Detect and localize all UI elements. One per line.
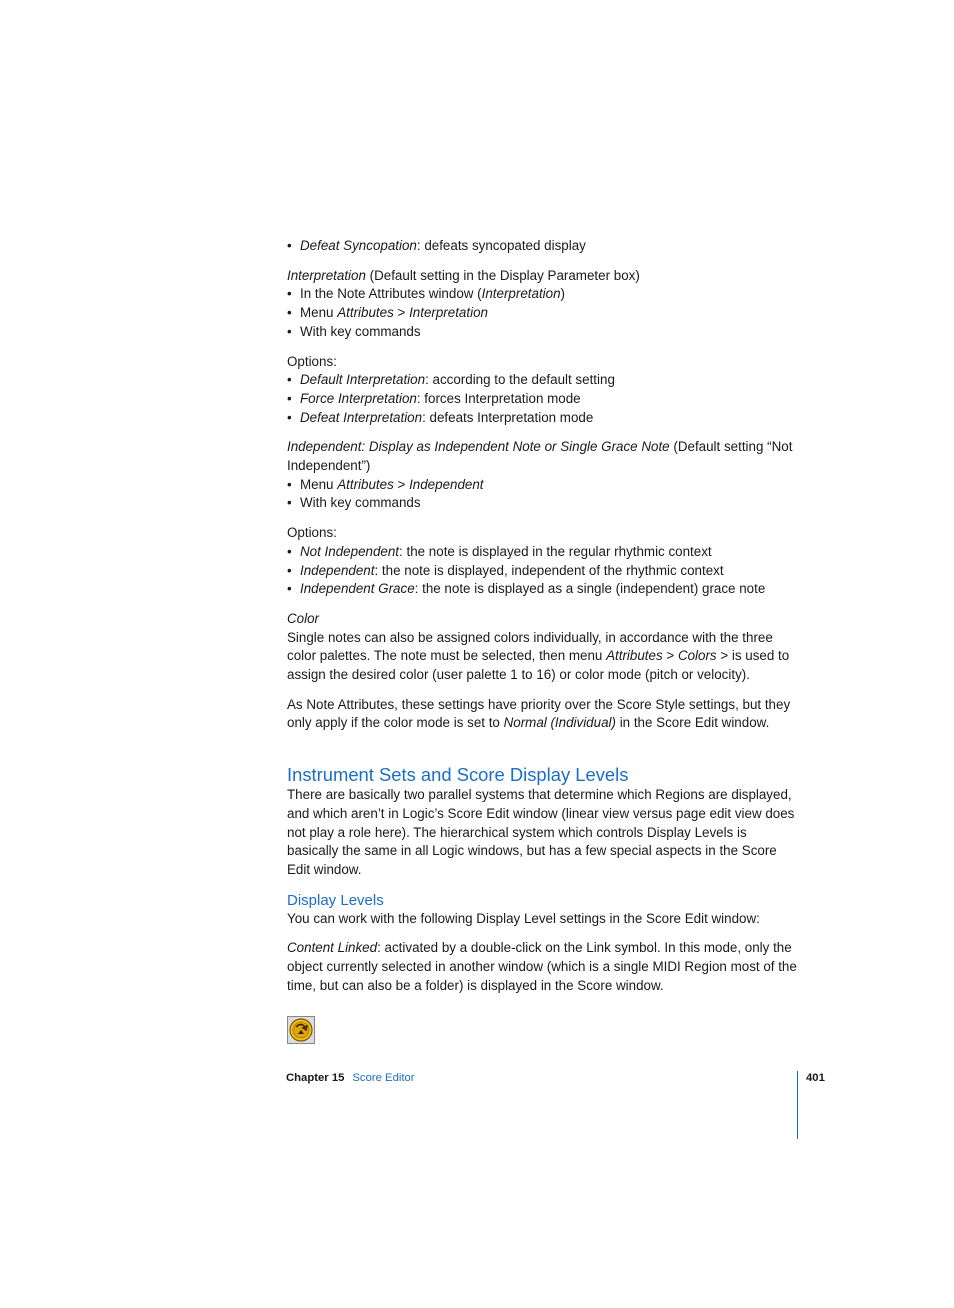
content-linked-paragraph: Content Linked: activated by a double-click on the Link symbol. In this mode, only the object currently selected in another window (which is a single MIDI Region most of the time, but can also be a folder) is displayed in the Score window. [287, 940, 797, 993]
color-heading: Color [287, 610, 319, 626]
list-item: • Defeat Interpretation: defeats Interpretation mode [287, 409, 799, 428]
section-heading: Instrument Sets and Score Display Levels [287, 764, 629, 786]
interpretation-access-list [287, 285, 799, 341]
chapter-title-link[interactable]: Score Editor [352, 1072, 415, 1084]
interpretation-options-list [287, 371, 799, 427]
term: Interpretation [287, 267, 366, 283]
color-paragraph: Single notes can also be assigned colors individually, in accordance with the three color palettes. The note must be selected, then menu Attributes > Colors > is used to assign the desired color (user palette 1 to 16) or color mode (pitch or velocity). [287, 629, 790, 683]
option-desc: : defeats syncopated display [416, 238, 586, 253]
section-body: There are basically two parallel systems that determine which Regions are displayed, and which aren’t in Logic’s Score Edit window (linear view versus page edit view does not play a role here). The hierarchical system which controls Display Levels is basically the same in all Logic windows, but has a few special aspects in the Score Edit window. [287, 787, 795, 877]
independent-heading: Independent: Display as Independent Note or Single Grace Note (Default setting “Not Independent”) [287, 439, 793, 474]
list-item: • In the Note Attributes window (Interpretation) [287, 285, 799, 304]
list-item: • Default Interpretation: according to the default setting [287, 371, 799, 390]
list-item: • With key commands [287, 323, 799, 342]
link-icon [287, 1016, 315, 1044]
subsection-heading: Display Levels [287, 891, 384, 909]
page-footer [286, 1071, 415, 1085]
footer-divider [797, 1071, 798, 1139]
page-content [287, 237, 799, 1044]
options-label: Options: [287, 525, 337, 541]
option-term: Defeat Syncopation [300, 238, 417, 253]
list-item: • Force Interpretation: forces Interpretation mode [287, 390, 799, 409]
list-item: • Independent: the note is displayed, independent of the rhythmic context [287, 562, 799, 581]
options-label: Options: [287, 353, 337, 369]
list-item [287, 237, 799, 256]
list-item: • Menu Attributes > Independent [287, 476, 799, 495]
list-item: • With key commands [287, 494, 799, 513]
independent-options-list [287, 543, 799, 599]
interpretation-heading: Interpretation (Default setting in the Display Parameter box) [287, 267, 640, 283]
list-item: • Not Independent: the note is displayed in the regular rhythmic context [287, 543, 799, 562]
syncopation-list [287, 237, 799, 256]
list-item: • Menu Attributes > Interpretation [287, 304, 799, 323]
color-priority-paragraph: As Note Attributes, these settings have priority over the Score Style settings, but they only apply if the color mode is set to Normal (Individual) in the Score Edit window. [287, 696, 791, 731]
page-number: 401 [806, 1072, 825, 1084]
list-item: • Independent Grace: the note is displayed as a single (independent) grace note [287, 580, 799, 599]
independent-access-list [287, 476, 799, 513]
chapter-label: Chapter 15 [286, 1072, 345, 1084]
subsection-intro: You can work with the following Display Level settings in the Score Edit window: [287, 910, 760, 926]
